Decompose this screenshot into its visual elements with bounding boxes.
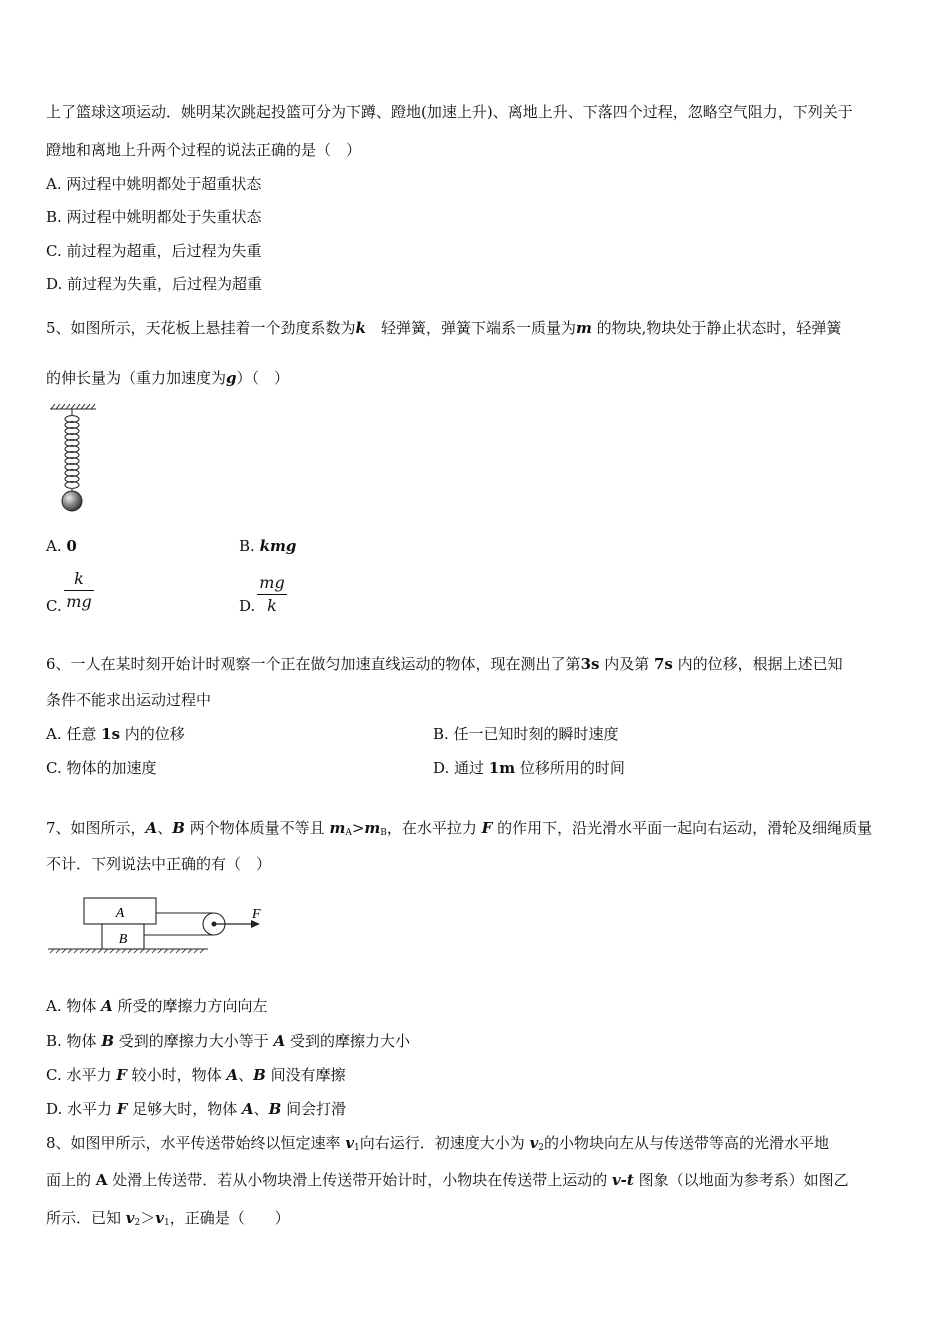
ceiling-hatch xyxy=(50,404,96,409)
q6-value-1m: 1m xyxy=(488,759,516,777)
q6-option-c: C. 物体的加速度 xyxy=(46,759,157,777)
q8-text: 向右运行．初速度大小为 xyxy=(359,1134,530,1152)
q6-value-1s: 1s xyxy=(101,725,121,743)
q8-sub-2: 2 xyxy=(538,1143,545,1153)
block-b-label: B xyxy=(118,932,128,947)
q7-sub-b: B xyxy=(380,828,387,838)
block-a-label: A xyxy=(115,906,125,921)
fraction-numerator: k xyxy=(74,569,84,588)
q7-var-b: B xyxy=(172,819,185,837)
hanging-block-ball xyxy=(62,491,82,511)
q8-text: 处滑上传送带．若从小物块滑上传送带开始计时，小物块在传送带上运动的 xyxy=(107,1171,612,1189)
q7-var-m: m xyxy=(364,819,381,837)
q5-option-b-label: B. xyxy=(239,537,260,555)
q6-text: D. 通过 xyxy=(433,759,489,777)
q6-value-3s: 3s xyxy=(580,655,600,673)
q5-option-a xyxy=(46,536,77,556)
q5-option-c-label: C. xyxy=(46,597,62,615)
q5-option-b xyxy=(239,536,296,556)
q8-var-v: v xyxy=(529,1134,539,1152)
q5-var-m: m xyxy=(575,319,592,337)
q6-text: 内的位移，根据上述已知 xyxy=(672,655,843,673)
blocks-pulley-figure xyxy=(46,893,276,963)
q7-text: A. 物体 xyxy=(46,997,102,1015)
q5-var-k: k xyxy=(355,319,366,337)
q5-text: ）（ ） xyxy=(236,369,290,387)
q7-var-a: A xyxy=(101,997,113,1015)
q6-option-d xyxy=(433,758,625,778)
q7-text: 所受的摩擦力方向向左 xyxy=(112,997,268,1015)
q8-sub-1: 1 xyxy=(163,1218,170,1228)
q7-text: 间会打滑 xyxy=(281,1100,347,1118)
q6-stem-line-2: 条件不能求出运动过程中 xyxy=(46,691,212,709)
q7-text: 足够大时，物体 xyxy=(127,1100,242,1118)
q4-option-d: D. 前过程为失重，后过程为超重 xyxy=(46,275,263,293)
q8-var-vt: v-t xyxy=(611,1171,634,1189)
q5-var-g: g xyxy=(226,369,237,387)
q7-stem-line-1 xyxy=(46,818,872,843)
q8-var-v: v xyxy=(345,1134,355,1152)
q6-text: 位移所用的时间 xyxy=(515,759,625,777)
q7-var-b: B xyxy=(268,1100,282,1118)
fraction-bar xyxy=(64,590,94,591)
q7-text: 两个物体质量不等且 xyxy=(184,819,330,837)
q4-stem-line-2: 蹬地和离地上升两个过程的说法正确的是（ ） xyxy=(46,141,362,159)
q7-var-a: A xyxy=(242,1100,254,1118)
pulley-axle xyxy=(212,922,217,927)
q7-text: 7、如图所示， xyxy=(46,819,146,837)
q6-text: A. 任意 xyxy=(46,725,102,743)
q7-text: 、 xyxy=(253,1100,269,1118)
q6-stem-line-1 xyxy=(46,654,843,674)
force-f-label: F xyxy=(252,907,261,922)
q5-option-d-label: D. xyxy=(239,597,256,615)
q8-point-a: A xyxy=(95,1171,108,1189)
spring-figure xyxy=(46,400,106,515)
q7-option-a xyxy=(46,996,268,1016)
spring-coil xyxy=(65,409,79,492)
q5-text: 的物块,物块处于静止状态时，轻弹簧 xyxy=(591,319,842,337)
q5-text: 5、如图所示，天花板上悬挂着一个劲度系数为 xyxy=(46,319,356,337)
q4-option-b: B. 两过程中姚明都处于失重状态 xyxy=(46,208,262,226)
q5-text: 的伸长量为（重力加速度为 xyxy=(46,369,227,387)
q7-text: ，在水平拉力 xyxy=(386,819,482,837)
q7-text: 、 xyxy=(157,819,173,837)
q8-text: ，正确是（ ） xyxy=(169,1209,290,1227)
q6-option-b: B. 任一已知时刻的瞬时速度 xyxy=(433,725,619,743)
q6-value-7s: 7s xyxy=(654,655,673,673)
q7-var-b: B xyxy=(253,1066,266,1084)
q7-gt: > xyxy=(351,819,365,837)
q7-text: D. 水平力 xyxy=(46,1100,117,1118)
fraction-denominator: k xyxy=(267,596,277,615)
q7-text: 受到的摩擦力大小 xyxy=(285,1032,410,1050)
q7-var-f: F xyxy=(116,1066,127,1084)
fraction-numerator: mg xyxy=(259,573,285,592)
q6-text: 内的位移 xyxy=(120,725,185,743)
q8-var-v: v xyxy=(155,1209,164,1227)
q8-stem-line-3 xyxy=(46,1208,290,1233)
q8-sub-1: 1 xyxy=(354,1143,360,1153)
q8-text: 的小物块向左从与传送带等高的光滑水平地 xyxy=(544,1134,830,1152)
ground-hatch xyxy=(50,949,204,953)
q7-option-c xyxy=(46,1065,346,1085)
q8-gt: ＞ xyxy=(140,1209,156,1227)
q7-var-a: A xyxy=(273,1032,286,1050)
q8-stem-line-2 xyxy=(46,1170,849,1190)
q7-var-a: A xyxy=(226,1066,239,1084)
q5-option-a-label: A. xyxy=(46,537,67,555)
q8-stem-line-1 xyxy=(46,1133,829,1158)
q8-text: 图象（以地面为参考系）如图乙 xyxy=(633,1171,849,1189)
q5-option-d-fraction xyxy=(257,573,287,616)
q7-option-b xyxy=(46,1031,410,1051)
q4-option-c: C. 前过程为超重，后过程为失重 xyxy=(46,242,262,260)
q7-var-f: F xyxy=(481,819,493,837)
q6-text: 内及第 xyxy=(599,655,654,673)
q5-stem-line-1 xyxy=(46,318,841,338)
q6-option-a xyxy=(46,724,185,744)
q7-text: 间没有摩擦 xyxy=(265,1066,346,1084)
q8-text: 面上的 xyxy=(46,1171,96,1189)
q7-text: 受到的摩擦力大小等于 xyxy=(114,1032,274,1050)
q5-option-c-fraction xyxy=(64,569,94,612)
q7-option-d xyxy=(46,1099,346,1119)
q7-text: 、 xyxy=(238,1066,254,1084)
q7-text: B. 物体 xyxy=(46,1032,102,1050)
q8-var-v: v xyxy=(125,1209,135,1227)
q4-option-a: A. 两过程中姚明都处于超重状态 xyxy=(46,175,262,193)
q8-text: 所示．已知 xyxy=(46,1209,126,1227)
q7-var-b: B xyxy=(101,1032,115,1050)
q7-var-f: F xyxy=(116,1100,128,1118)
q7-var-a: A xyxy=(145,819,158,837)
q7-var-m: m xyxy=(329,819,346,837)
q6-text: 6、一人在某时刻开始计时观察一个正在做匀加速直线运动的物体，现在测出了第 xyxy=(46,655,581,673)
q5-option-a-value: 0 xyxy=(66,537,77,555)
q7-stem-line-2: 不计．下列说法中正确的有（ ） xyxy=(46,855,272,873)
q7-text: 的作用下，沿光滑水平面一起向右运动，滑轮及细绳质量 xyxy=(492,819,873,837)
q7-sub-a: A xyxy=(345,828,352,838)
q4-stem-line-1: 上了篮球这项运动．姚明某次跳起投篮可分为下蹲、蹬地(加速上升)、离地上升、下落四个过程，忽略空气阻力，下列关于 xyxy=(46,103,853,121)
q7-text: C. 水平力 xyxy=(46,1066,117,1084)
fraction-bar xyxy=(257,594,287,595)
q8-sub-2: 2 xyxy=(134,1218,141,1228)
q7-text: 较小时，物体 xyxy=(126,1066,227,1084)
q5-text: 轻弹簧，弹簧下端系一质量为 xyxy=(365,319,576,337)
q8-text: 8、如图甲所示，水平传送带始终以恒定速率 xyxy=(46,1134,346,1152)
fraction-denominator: mg xyxy=(66,592,92,611)
q5-option-b-value: kmg xyxy=(259,537,297,555)
q5-stem-line-2 xyxy=(46,368,289,388)
